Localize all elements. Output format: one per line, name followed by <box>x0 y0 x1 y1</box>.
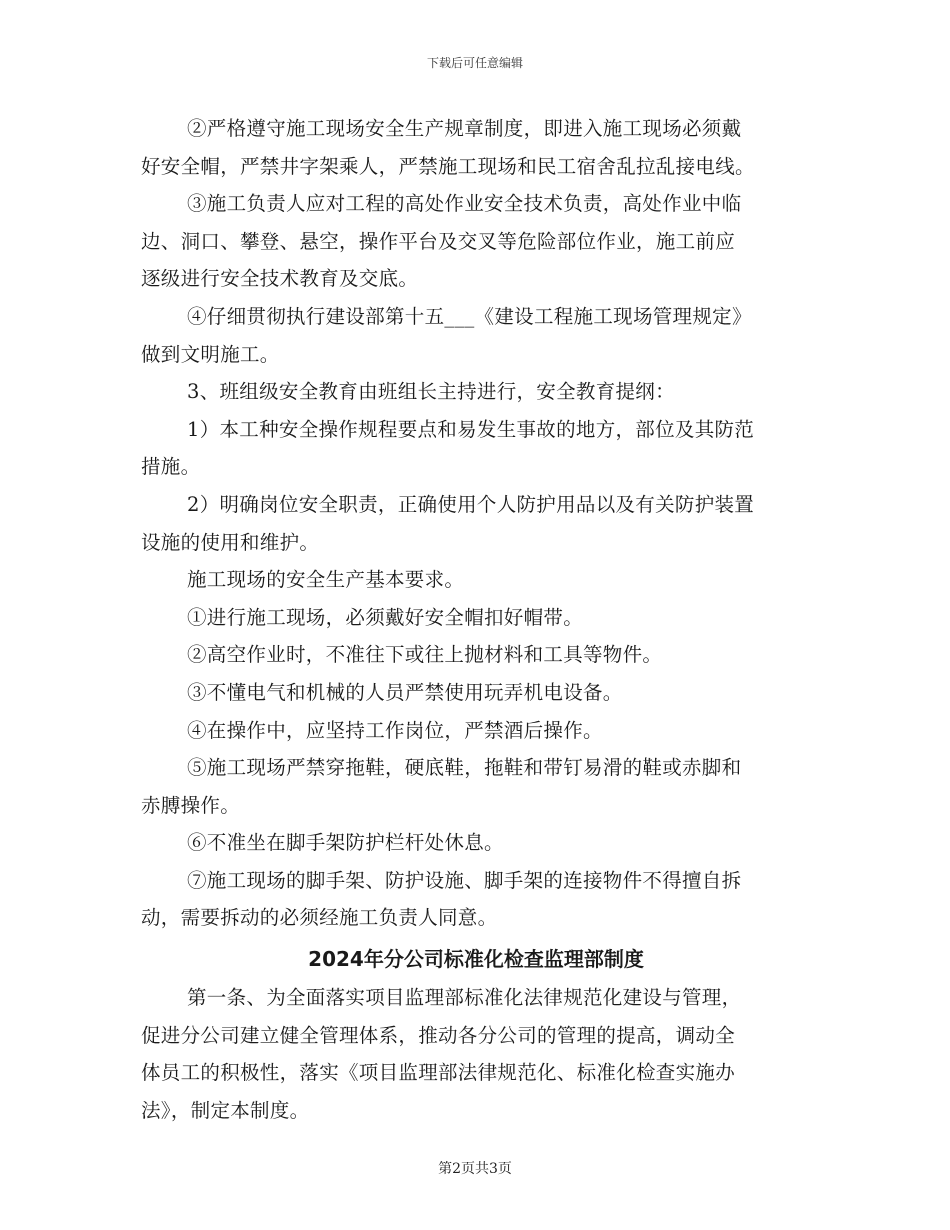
paragraph-line: 做到文明施工。 <box>141 342 280 366</box>
paragraph-line: ④仔细贯彻执行建设部第十五___《建设工程施工现场管理规定》 <box>187 304 752 328</box>
paragraph-line: 1）本工种安全操作规程要点和易发生事故的地方，部位及其防范 <box>187 417 755 441</box>
paragraph-line: 施工现场的安全生产基本要求。 <box>187 568 465 592</box>
paragraph-line: ⑦施工现场的脚手架、防护设施、脚手架的连接物件不得擅自拆 <box>187 868 742 892</box>
paragraph-line: ②严格遵守施工现场安全生产规章制度，即进入施工现场必须戴 <box>187 117 742 140</box>
paragraph-line: 措施。 <box>141 455 201 479</box>
paragraph-line: 促进分公司建立健全管理体系，推动各分公司的管理的提高，调动全 <box>141 1023 736 1047</box>
paragraph-line: 边、洞口、攀登、悬空，操作平台及交叉等危险部位作业，施工前应 <box>141 229 736 253</box>
paragraph-line: 赤膊操作。 <box>141 793 241 817</box>
paragraph-line: 体员工的积极性，落实《项目监理部法律规范化、标准化检查实施办 <box>141 1061 736 1085</box>
paragraph-line: 逐级进行安全技术教育及交底。 <box>141 267 419 291</box>
paragraph-line: 第一条、为全面落实项目监理部标准化法律规范化建设与管理， <box>187 986 742 1010</box>
paragraph-line: ⑤施工现场严禁穿拖鞋，硬底鞋，拖鞋和带钉易滑的鞋或赤脚和 <box>187 756 742 780</box>
paragraph-line: ②高空作业时，不准往下或往上抛材料和工具等物件。 <box>187 643 663 667</box>
paragraph-line: 法》，制定本制度。 <box>141 1098 310 1122</box>
paragraph-line: ③施工负责人应对工程的高处作业安全技术负责，高处作业中临 <box>187 192 742 216</box>
paragraph-line: ①进行施工现场，必须戴好安全帽扣好帽带。 <box>187 605 584 629</box>
page-footer: 第2页共3页 <box>438 1161 512 1177</box>
document-body <box>141 110 811 1129</box>
paragraph-line: 设施的使用和维护。 <box>141 530 320 554</box>
paragraph-line: 动，需要拆动的必须经施工负责人同意。 <box>141 906 498 930</box>
paragraph-line: 3、班组级安全教育由班组长主持进行，安全教育提纲： <box>187 380 675 404</box>
paragraph-line: ④在操作中，应坚持工作岗位，严禁酒后操作。 <box>187 718 603 742</box>
paragraph-line: 2）明确岗位安全职责，正确使用个人防护用品以及有关防护装置 <box>187 492 755 516</box>
paragraph-line: ③不懂电气和机械的人员严禁使用玩弄机电设备。 <box>187 680 623 704</box>
section-title: 2024年分公司标准化检查监理部制度 <box>308 947 644 972</box>
page-header: 下载后可任意编辑 <box>426 56 523 70</box>
paragraph-line: ⑥不准坐在脚手架防护栏杆处休息。 <box>187 831 504 855</box>
paragraph-line: 好安全帽，严禁井字架乘人，严禁施工现场和民工宿舍乱拉乱接电线。 <box>141 154 755 178</box>
